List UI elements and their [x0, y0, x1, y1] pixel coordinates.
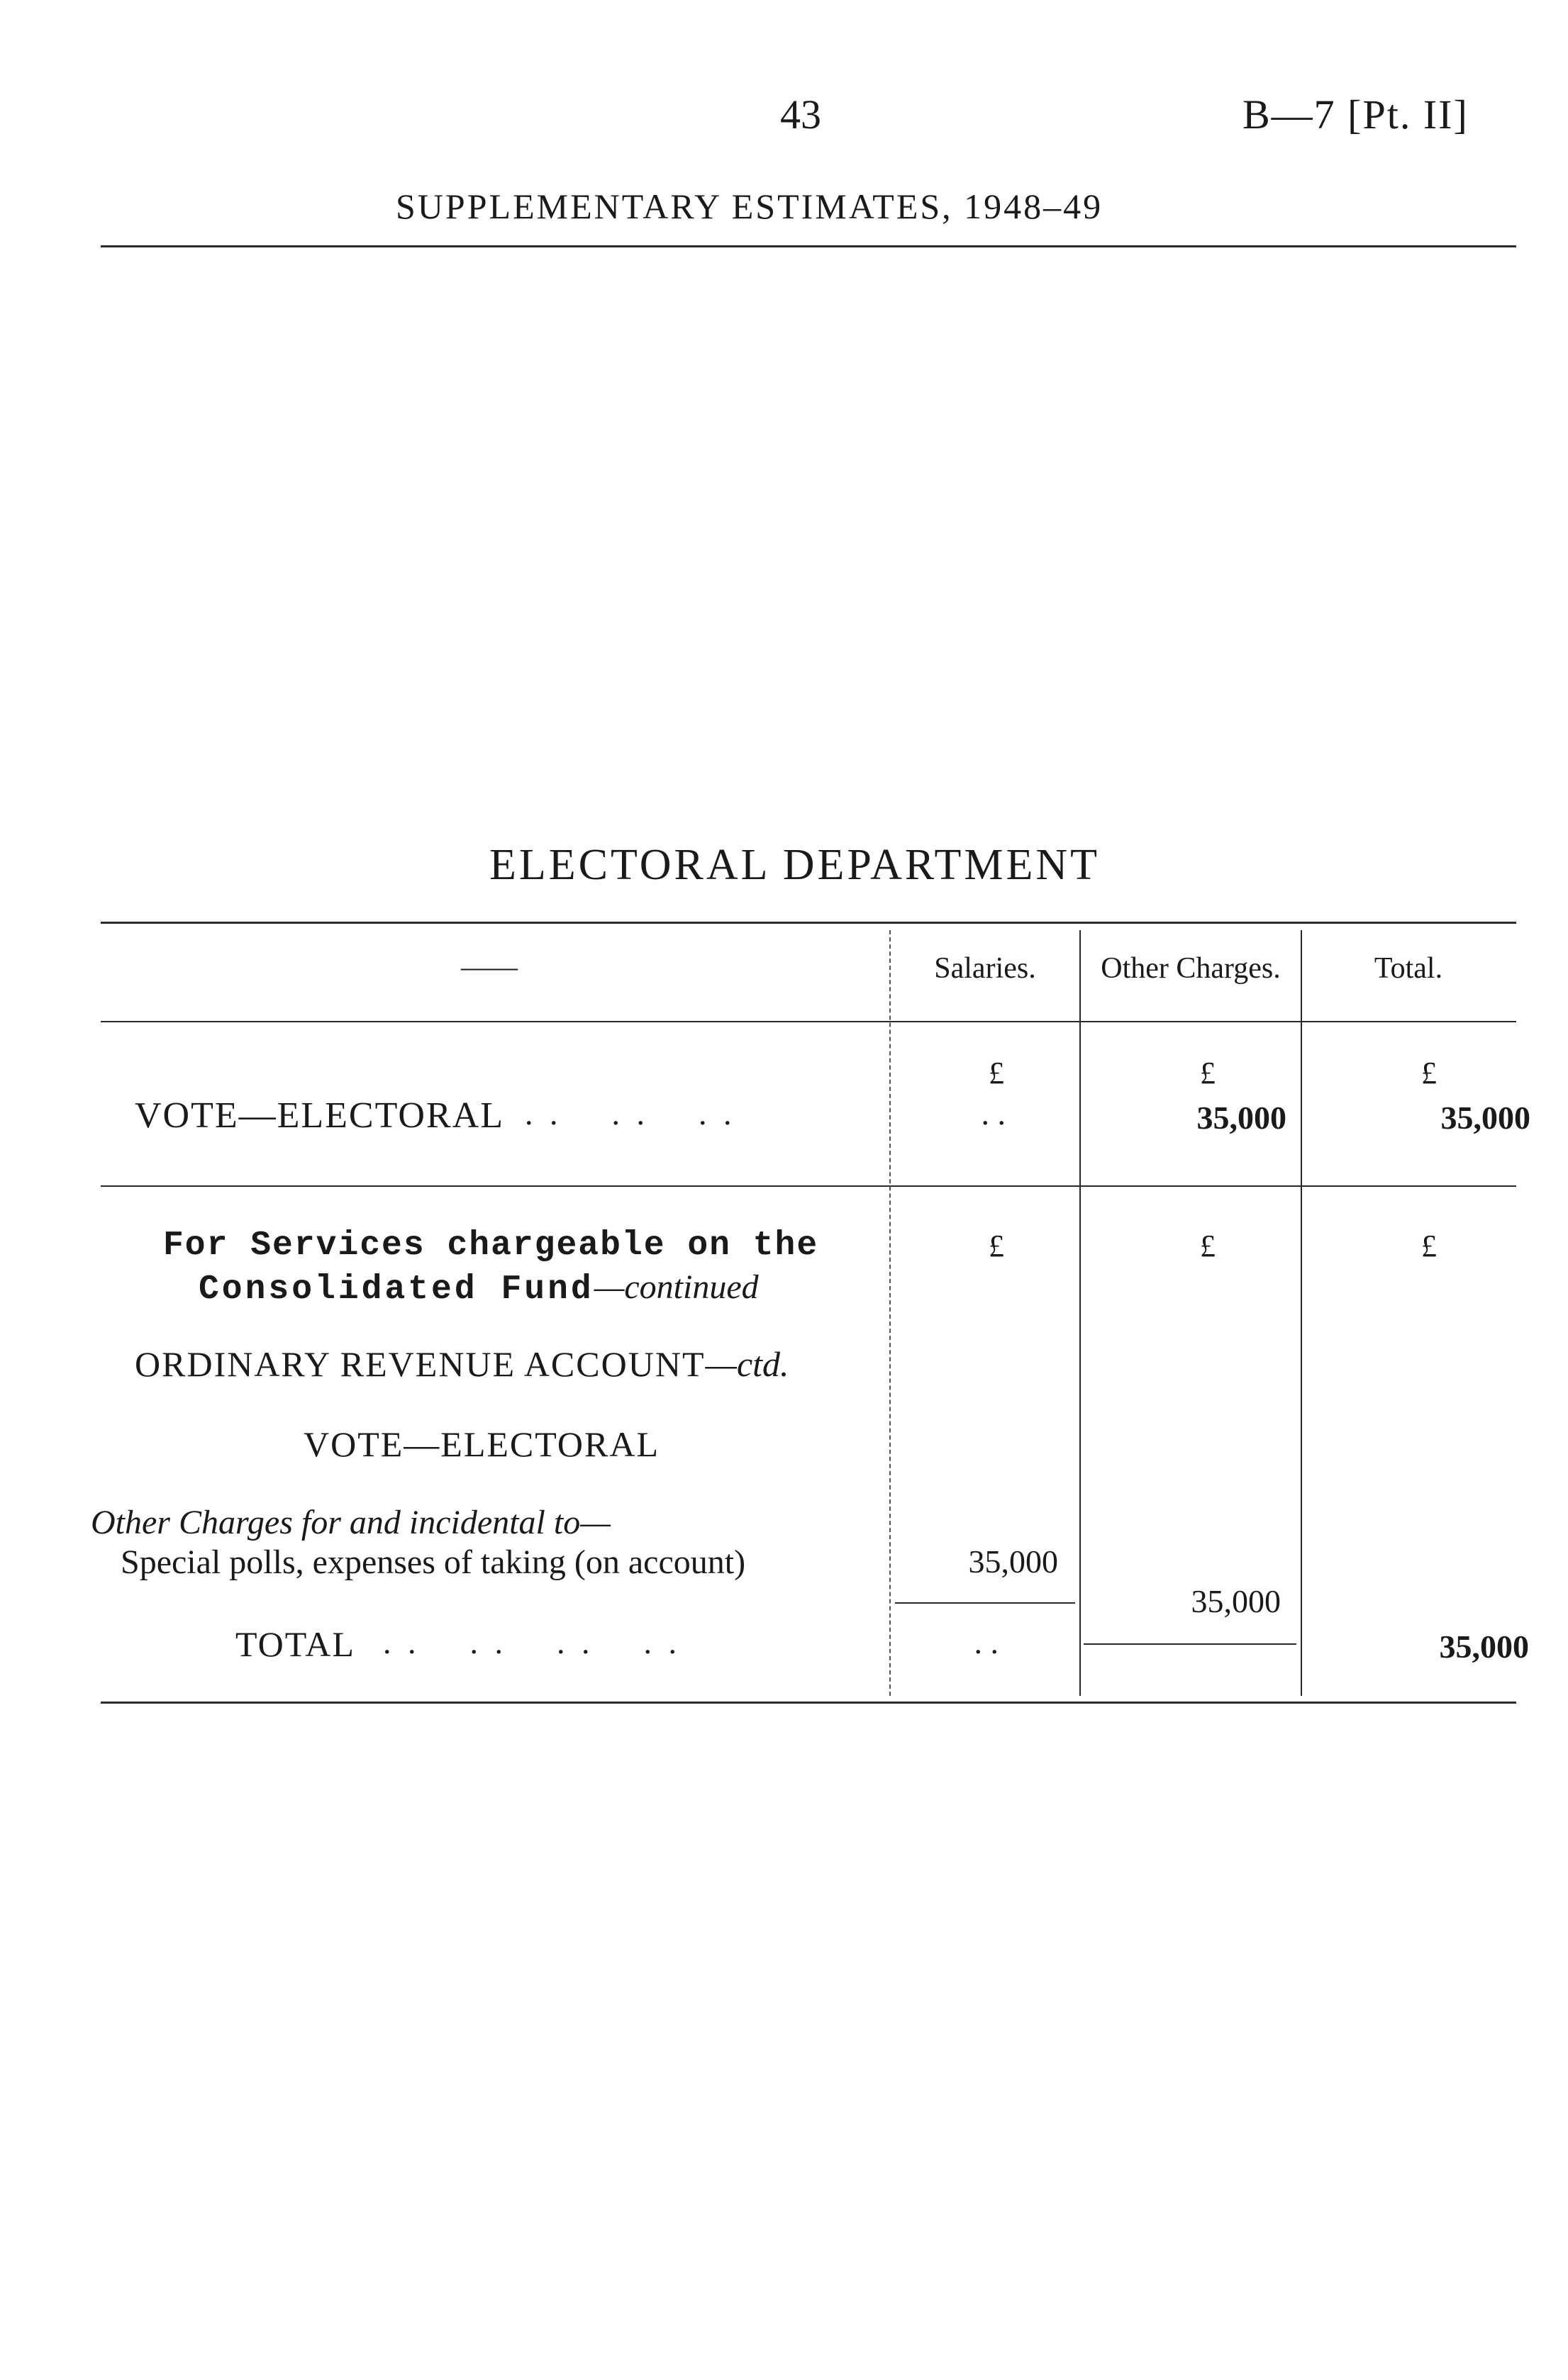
item-special-polls-salaries: 35,000: [968, 1543, 1058, 1580]
summary-salaries-currency: £: [989, 1056, 1004, 1090]
total-row-label: TOTAL: [235, 1624, 355, 1664]
summary-row-leader: . . . . . .: [525, 1095, 736, 1132]
vote-title: VOTE—ELECTORAL: [304, 1424, 660, 1464]
column-divider-other-charges: [1079, 930, 1081, 1696]
header-rule: [101, 245, 1516, 247]
account-heading: [135, 1343, 789, 1385]
summary-total-currency: £: [1421, 1056, 1437, 1090]
column-divider-salaries: [889, 930, 891, 1696]
total-row-total: 35,000: [1439, 1628, 1529, 1665]
section-heading-line1: For Services chargeable on the: [163, 1227, 819, 1265]
section-heading-line2: [199, 1268, 759, 1309]
section-other-currency: £: [1200, 1229, 1216, 1263]
other-charges-subtotal-rule: [1084, 1643, 1296, 1645]
running-title: SUPPLEMENTARY ESTIMATES, 1948–49: [396, 186, 1103, 226]
department-title: ELECTORAL DEPARTMENT: [489, 841, 1101, 889]
summary-row-label: VOTE—ELECTORAL: [135, 1095, 504, 1136]
account-heading-main: ORDINARY REVENUE ACCOUNT: [135, 1344, 706, 1384]
section-heading-continued: —continued: [594, 1268, 759, 1306]
total-row-salaries: . .: [974, 1624, 999, 1660]
salaries-subtotal-rule: [895, 1602, 1075, 1604]
summary-row-salaries: . .: [981, 1095, 1006, 1132]
document-reference: B—7 [Pt. II]: [1242, 91, 1469, 138]
column-divider-total: [1301, 930, 1302, 1696]
page-number: 43: [780, 91, 821, 138]
total-row-leader: . . . . . . . .: [383, 1624, 681, 1660]
other-charges-subtotal: 35,000: [1191, 1583, 1281, 1619]
table-bottom-rule: [101, 1702, 1516, 1704]
section-salaries-currency: £: [989, 1229, 1004, 1263]
section-total-currency: £: [1421, 1229, 1437, 1263]
header-bottom-rule: [101, 1021, 1516, 1022]
header-total: Total.: [1374, 952, 1443, 985]
section-heading-fund: Consolidated Fund: [199, 1270, 594, 1309]
summary-row-other-charges: 35,000: [1196, 1100, 1286, 1136]
summary-bottom-rule: [101, 1185, 1516, 1187]
item-special-polls-label: Special polls, expenses of taking (on account): [121, 1543, 746, 1581]
header-other-charges: Other Charges.: [1101, 952, 1281, 985]
summary-other-currency: £: [1200, 1056, 1216, 1090]
table-top-rule: [101, 922, 1516, 924]
header-salaries: Salaries.: [934, 952, 1036, 985]
account-heading-suffix: —ctd.: [705, 1344, 789, 1384]
summary-row-total: 35,000: [1440, 1100, 1530, 1136]
header-description: ——: [461, 951, 518, 983]
other-charges-subhead: Other Charges for and incidental to—: [91, 1504, 611, 1541]
